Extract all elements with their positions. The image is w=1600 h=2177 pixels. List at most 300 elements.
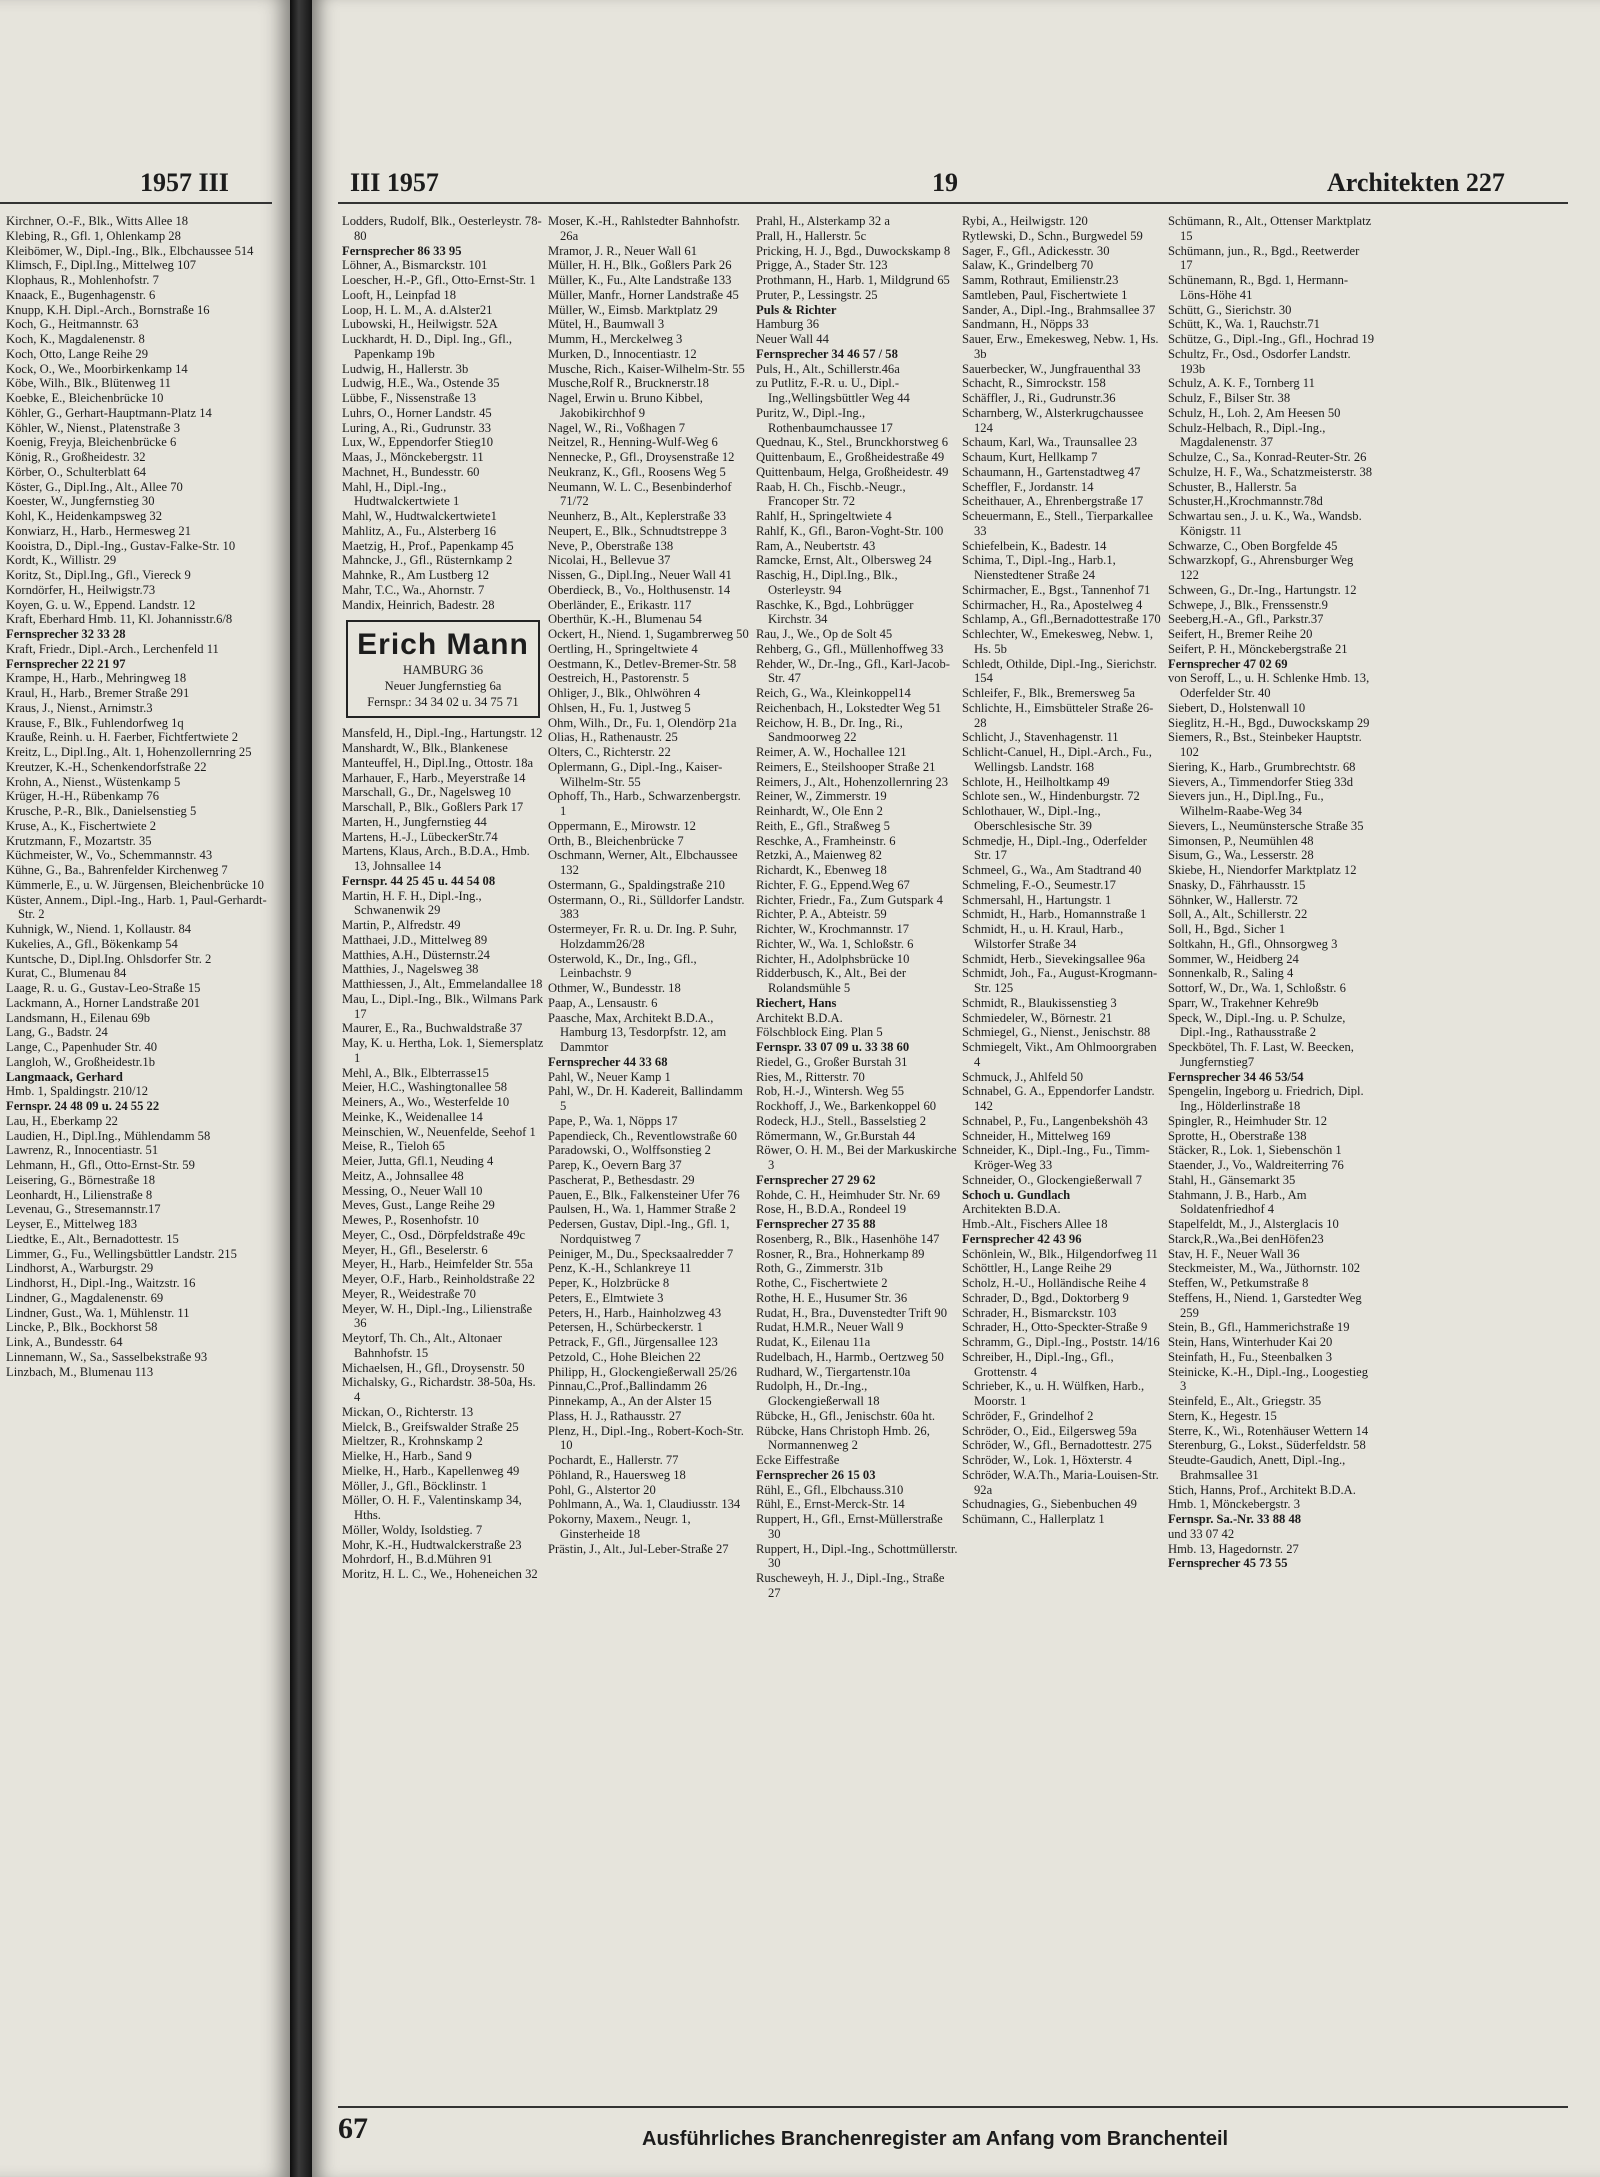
directory-entry: Reimer, A. W., Hochallee 121	[756, 745, 907, 759]
directory-entry: Looft, H., Leinpfad 18	[342, 287, 457, 302]
directory-entry: Hmb. 1, Mönckebergstr. 3	[1168, 1497, 1300, 1512]
directory-entry: Schramm, G., Dipl.-Ing., Poststr. 14/16	[962, 1335, 1160, 1349]
directory-entry: Schulz-Helbach, R., Dipl.-Ing., Magdalenenstr. 37	[1168, 420, 1326, 450]
directory-entry: Schümann, jun., R., Bgd., Reetwerder 17	[1168, 243, 1360, 273]
directory-entry: Meitz, A., Johnsallee 48	[342, 1168, 464, 1183]
directory-entry: Penz, K.-H., Schlankreye 11	[548, 1261, 692, 1276]
directory-entry: Riedel, G., Großer Burstah 31	[756, 1054, 908, 1069]
directory-entry: Rosenberg, R., Blk., Hasenhöhe 147	[756, 1231, 940, 1246]
directory-entry: Marhauer, F., Harb., Meyerstraße 14	[342, 770, 526, 785]
directory-entry: Seifert, H., Bremer Reihe 20	[1168, 627, 1313, 641]
directory-entry: Rosner, R., Bra., Hohnerkamp 89	[756, 1246, 925, 1261]
directory-entry: Steffens, H., Niend. 1, Garstedter Weg 259	[1168, 1290, 1362, 1320]
directory-entry: Schnabel, G. A., Eppendorfer Landstr. 142	[962, 1084, 1155, 1113]
directory-entry: Kreitz, L., Dipl.Ing., Alt. 1, Hohenzollernring 25	[6, 745, 252, 759]
footer-rule	[338, 2106, 1568, 2108]
directory-entry: Röwer, O. H. M., Bei der Markuskirche 3	[756, 1143, 957, 1172]
directory-entry: Fernsprecher 44 33 68	[548, 1054, 668, 1069]
directory-entry: Nennecke, P., Gfl., Droysenstraße 12	[548, 450, 735, 464]
directory-entry: Linnemann, W., Sa., Sasselbekstraße 93	[6, 1349, 208, 1364]
header-rule	[0, 202, 272, 204]
directory-entry: Reimers, E., Steilshooper Straße 21	[756, 759, 936, 774]
directory-entry: Schwepe, J., Blk., Frenssenstr.9	[1168, 597, 1328, 612]
directory-entry: Schütt, G., Sierichstr. 30	[1168, 302, 1292, 317]
directory-entry: Rybi, A., Heilwigstr. 120	[962, 214, 1088, 228]
directory-entry: Schmiedeler, W., Börnestr. 21	[962, 1010, 1113, 1025]
directory-entry: Puritz, W., Dipl.-Ing., Rothenbaumchaussee 17	[756, 405, 893, 435]
directory-entry: Rübcke, H., Gfl., Jenischstr. 60a ht.	[756, 1408, 936, 1423]
directory-entry: Musche, Rich., Kaiser-Wilhelm-Str. 55	[548, 361, 745, 376]
directory-entry: Krutzmann, F., Mozartstr. 35	[6, 833, 152, 848]
directory-entry: Architekten B.D.A.	[962, 1202, 1061, 1217]
directory-entry: Fernsprecher 47 02 69	[1168, 656, 1288, 671]
directory-entry: von Seroff, L., u. H. Schlenke Hmb. 13, Oderfelder Str. 40	[1168, 671, 1370, 700]
directory-entry: Musche,Rolf R., Brucknerstr.18	[548, 376, 709, 391]
directory-entry: Raschig, H., Dipl.Ing., Blk., Osterleystr. 94	[756, 568, 898, 597]
directory-entry: Stahl, H., Gänsemarkt 35	[1168, 1172, 1296, 1187]
directory-entry: Sisum, G., Wa., Lesserstr. 28	[1168, 848, 1314, 863]
directory-entry: Pochardt, E., Hallerstr. 77	[548, 1453, 679, 1467]
directory-entry: Meinke, K., Weidenallee 14	[342, 1109, 483, 1124]
directory-entry: Orth, B., Bleichenbrücke 7	[548, 833, 684, 848]
directory-entry: Maas, J., Mönckebergstr. 11	[342, 450, 484, 464]
directory-entry: Reimers, J., Alt., Hohenzollernring 23	[756, 774, 949, 789]
directory-entry: Peiniger, M., Du., Specksaalredder 7	[548, 1246, 734, 1261]
directory-entry: Martin, P., Alfredstr. 49	[342, 918, 461, 932]
directory-entry: Rodeck, H.J., Stell., Basselstieg 2	[756, 1113, 927, 1128]
directory-entry: Sievers, L., Neumünstersche Straße 35	[1168, 818, 1364, 833]
directory-entry: Papendieck, Ch., Reventlowstraße 60	[548, 1128, 737, 1143]
directory-entry: Köbe, Wilh., Blk., Blütenweg 11	[6, 376, 171, 391]
directory-entry: Rudat, H.M.R., Neuer Wall 9	[756, 1320, 904, 1335]
directory-entry: Krusche, P.-R., Blk., Danielsenstieg 5	[6, 804, 197, 818]
directory-entry: Luring, A., Ri., Gudrunstr. 33	[342, 420, 492, 435]
directory-entry: Lubowski, H., Heilwigstr. 52A	[342, 317, 498, 332]
directory-entry: Martens, Klaus, Arch., B.D.A., Hmb. 13, Johnsallee 14	[342, 844, 530, 873]
directory-entry: Neitzel, R., Henning-Wulf-Weg 6	[548, 435, 718, 450]
directory-entry: Lackmann, A., Horner Landstraße 201	[6, 995, 201, 1010]
directory-entry: Kraul, H., Harb., Bremer Straße 291	[6, 686, 190, 700]
directory-entry: Neumann, W. L. C., Besenbinderhof 71/72	[548, 479, 732, 509]
directory-entry: Pinnekamp, A., An der Alster 15	[548, 1394, 712, 1408]
directory-entry: Kordt, K., Willistr. 29	[6, 553, 117, 568]
directory-entry: May, K. u. Hertha, Lok. 1, Siemersplatz 1	[342, 1036, 544, 1065]
directory-entry: Pauen, E., Blk., Falkensteiner Ufer 76	[548, 1187, 740, 1202]
directory-entry: Oertling, H., Springeltwiete 4	[548, 641, 698, 656]
directory-entry: Mielke, H., Harb., Kapellenweg 49	[342, 1463, 520, 1478]
directory-entry: Fernsprecher 32 33 28	[6, 627, 126, 641]
directory-entry: Speck, W., Dipl.-Ing. u. P. Schulze, Dipl.-Ing., Rathausstraße 2	[1168, 1010, 1346, 1040]
directory-entry: Köster, G., Dipl.Ing., Alt., Allee 70	[6, 479, 183, 494]
directory-entry: Meves, Gust., Lange Reihe 29	[342, 1198, 495, 1213]
directory-entry: Schiefelbein, K., Badestr. 14	[962, 538, 1107, 553]
directory-entry: Schrader, D., Bgd., Doktorberg 9	[962, 1290, 1129, 1305]
ad-phone: Fernspr.: 34 34 02 u. 34 75 71	[367, 695, 519, 710]
directory-entry: Sieglitz, H.-H., Bgd., Duwockskamp 29	[1168, 715, 1370, 730]
directory-entry: Kleibömer, W., Dipl.-Ing., Blk., Elbchaussee 514	[6, 243, 254, 258]
directory-entry: Koester, W., Jungfernstieg 30	[6, 494, 155, 509]
directory-entry: Ostermann, O., Ri., Sülldorfer Landstr. 383	[548, 892, 745, 922]
directory-entry: Stav, H. F., Neuer Wall 36	[1168, 1246, 1300, 1261]
directory-entry: Steinfeld, E., Alt., Griegstr. 35	[1168, 1394, 1322, 1408]
directory-entry: Rau, J., We., Op de Solt 45	[756, 627, 893, 641]
directory-entry: Schneider, O., Glockengießerwall 7	[962, 1172, 1142, 1187]
directory-entry: Richter, W., Wa. 1, Schloßstr. 6	[756, 936, 914, 951]
directory-entry: Schudnagies, G., Siebenbuchen 49	[962, 1497, 1137, 1512]
directory-entry: Lindhorst, H., Dipl.-Ing., Waitzstr. 16	[6, 1276, 196, 1290]
directory-entry: Sandmann, H., Nöpps 33	[962, 317, 1089, 332]
directory-entry: Römermann, W., Gr.Burstah 44	[756, 1128, 916, 1143]
directory-entry: Spingler, R., Heimhuder Str. 12	[1168, 1113, 1328, 1128]
directory-entry: Mieltzer, R., Krohnskamp 2	[342, 1434, 483, 1449]
directory-entry: Kuntsche, D., Dipl.Ing. Ohlsdorfer Str. 2	[6, 951, 212, 966]
directory-entry: Hamburg 36	[756, 317, 820, 332]
directory-entry: Philipp, H., Glockengießerwall 25/26	[548, 1364, 737, 1379]
directory-entry: Peper, K., Holzbrücke 8	[548, 1276, 670, 1290]
directory-entry: Paap, A., Lensaustr. 6	[548, 995, 658, 1010]
directory-entry: Meier, Jutta, Gfl.1, Neuding 4	[342, 1154, 494, 1168]
directory-entry: Martin, H. F. H., Dipl.-Ing., Schwanenwik 29	[342, 888, 482, 918]
directory-entry: Lehmann, H., Gfl., Otto-Ernst-Str. 59	[6, 1158, 195, 1172]
directory-entry: Richter, Friedr., Fa., Zum Gutspark 4	[756, 892, 943, 907]
directory-entry: Leonhardt, H., Lilienstraße 8	[6, 1187, 153, 1202]
directory-entry: Luckhardt, H. D., Dipl. Ing., Gfl., Papenkamp 19b	[342, 332, 512, 361]
directory-entry: Linzbach, M., Blumenau 113	[6, 1364, 154, 1379]
directory-entry: Maurer, E., Ra., Buchwaldstraße 37	[342, 1021, 523, 1036]
left-page-header: 1957 III	[140, 168, 229, 197]
ad-name: Erich Mann	[357, 628, 529, 662]
directory-entry: Petzold, C., Hohe Bleichen 22	[548, 1349, 701, 1364]
directory-entry: Murken, D., Innocentiastr. 12	[548, 346, 697, 361]
directory-entry: Siemers, R., Bst., Steinbeker Hauptstr. 102	[1168, 730, 1362, 759]
directory-entry: Soll, H., Bgd., Sicher 1	[1168, 922, 1286, 936]
directory-entry: Ludwig, H.E., Wa., Ostende 35	[342, 376, 500, 391]
directory-entry: Staender, J., Vo., Waldreiterring 76	[1168, 1158, 1344, 1172]
directory-entry: Ostermann, G., Spaldingstraße 210	[548, 877, 725, 892]
directory-entry: Rübcke, Hans Christoph Hmb. 26, Normannenweg 2	[756, 1423, 930, 1453]
directory-entry: Mramor, J. R., Neuer Wall 61	[548, 243, 697, 258]
directory-entry: Fernsprecher 34 46 57 / 58	[756, 346, 898, 361]
directory-entry: Mandix, Heinrich, Badestr. 28	[342, 597, 495, 612]
directory-entry: Schröder, W.A.Th., Maria-Louisen-Str. 92a	[962, 1467, 1159, 1497]
directory-entry: Müller, K., Fu., Alte Landstraße 133	[548, 273, 732, 287]
directory-entry: Pape, P., Wa. 1, Nöpps 17	[548, 1113, 678, 1128]
directory-entry: Rudelbach, H., Harmb., Oertzweg 50	[756, 1349, 944, 1364]
directory-entry: Kraus, J., Nienst., Arnimstr.3	[6, 700, 153, 715]
directory-entry: Pedersen, Gustav, Dipl.-Ing., Gfl. 1, Nordquistweg 7	[548, 1217, 730, 1246]
directory-entry: Krause, F., Blk., Fuhlendorfweg 1q	[6, 715, 184, 730]
directory-entry: Knupp, K.H. Dipl.-Arch., Bornstraße 16	[6, 302, 210, 317]
directory-entry: Müller, W., Eimsb. Marktplatz 29	[548, 302, 718, 317]
directory-entry: Nicolai, H., Bellevue 37	[548, 553, 671, 568]
directory-entry: Schwarze, C., Oben Borgfelde 45	[1168, 538, 1338, 553]
directory-entry: Matthies, J., Nagelsweg 38	[342, 962, 479, 977]
directory-entry: Ramcke, Ernst, Alt., Olbersweg 24	[756, 553, 932, 568]
header-rule	[338, 202, 1568, 204]
directory-entry: Laage, R. u. G., Gustav-Leo-Straße 15	[6, 981, 201, 995]
directory-entry: Oestreich, H., Pastorenstr. 5	[548, 671, 689, 686]
directory-entry: Simonsen, P., Neumühlen 48	[1168, 833, 1314, 848]
directory-entry: Reinhardt, W., Ole Enn 2	[756, 804, 883, 818]
directory-entry: Sprotte, H., Oberstraße 138	[1168, 1128, 1307, 1143]
directory-entry: Schmuck, J., Ahlfeld 50	[962, 1069, 1084, 1084]
directory-entry: Stein, B., Gfl., Hammerichstraße 19	[1168, 1320, 1350, 1335]
directory-entry: Mehl, A., Blk., Elbterrasse15	[342, 1065, 489, 1080]
directory-entry: Paasche, Max, Architekt B.D.A., Hamburg 13, Tesdorpfstr. 12, am Dammtor	[548, 1010, 727, 1054]
directory-entry: Koyen, G. u. W., Eppend. Landstr. 12	[6, 597, 196, 612]
directory-entry: Löhner, A., Bismarckstr. 101	[342, 258, 488, 273]
directory-entry: Mumm, H., Merckelweg 3	[548, 332, 683, 346]
directory-entry: Sommer, W., Heidberg 24	[1168, 951, 1299, 966]
directory-entry: Schmersahl, H., Hartungstr. 1	[962, 892, 1112, 907]
directory-entry: Roth, G., Zimmerstr. 31b	[756, 1261, 883, 1276]
directory-entry: Snasky, D., Fährhausstr. 15	[1168, 877, 1306, 892]
directory-entry: Schmiegel, G., Nienst., Jenischstr. 88	[962, 1025, 1151, 1040]
directory-entry: Körber, O., Schulterblatt 64	[6, 464, 147, 479]
directory-entry: Schaum, Karl, Wa., Traunsallee 23	[962, 435, 1138, 450]
directory-entry: Koch, K., Magdalenenstr. 8	[6, 332, 145, 346]
directory-entry: Neukranz, K., Gfl., Roosens Weg 5	[548, 464, 726, 479]
directory-entry: Petersen, H., Schürbeckerstr. 1	[548, 1320, 703, 1335]
directory-entry: Oschmann, Werner, Alt., Elbchaussee 132	[548, 848, 738, 877]
directory-entry: Mahlitz, A., Fu., Alsterberg 16	[342, 523, 497, 538]
directory-entry: Laudien, H., Dipl.Ing., Mühlendamm 58	[6, 1128, 211, 1143]
directory-entry: Ram, A., Neubertstr. 43	[756, 538, 876, 553]
directory-entry: Kraft, Friedr., Dipl.-Arch., Lerchenfeld 11	[6, 641, 219, 656]
directory-entry: Fernspr. 24 48 09 u. 24 55 22	[6, 1099, 160, 1113]
directory-entry: Krampe, H., Harb., Mehringweg 18	[6, 671, 187, 686]
directory-entry: Kruse, A., K., Fischertwiete 2	[6, 818, 157, 833]
directory-entry: Koch, Otto, Lange Reihe 29	[6, 346, 148, 361]
directory-entry: Neuer Wall 44	[756, 332, 829, 346]
directory-entry: Kümmerle, E., u. W. Jürgensen, Bleichenbrücke 10	[6, 877, 264, 892]
directory-entry: Schrader, H., Otto-Speckter-Straße 9	[962, 1320, 1148, 1335]
page-number: 67	[338, 2112, 368, 2145]
directory-entry: Meinschien, W., Neuenfelde, Seehof 1	[342, 1124, 536, 1139]
directory-entry: Meyer, C., Osd., Dörpfeldstraße 49c	[342, 1227, 526, 1242]
directory-entry: Meiners, A., Wo., Westerfelde 10	[342, 1095, 510, 1109]
directory-entry: Schleifer, F., Blk., Bremersweg 5a	[962, 686, 1136, 700]
directory-entry: Olias, H., Rathenaustr. 25	[548, 730, 678, 745]
directory-entry: Schlichte, H., Eimsbütteler Straße 26-28	[962, 700, 1154, 730]
directory-entry: Lindner, Gust., Wa. 1, Mühlenstr. 11	[6, 1305, 190, 1320]
directory-entry: Kock, O., We., Moorbirkenkamp 14	[6, 361, 188, 376]
directory-entry: Speckbötel, Th. F. Last, W. Beecken, Jungfernstieg7	[1168, 1040, 1354, 1069]
directory-entry: Ophoff, Th., Harb., Schwarzenbergstr. 1	[548, 789, 741, 818]
directory-entry: Fernsprecher 22 21 97	[6, 656, 126, 671]
directory-entry: Moser, K.-H., Rahlstedter Bahnhofstr. 26a	[548, 214, 740, 243]
directory-entry: Schuster, B., Hallerstr. 5a	[1168, 479, 1297, 494]
directory-entry: Lindner, G., Magdalenenstr. 69	[6, 1290, 164, 1305]
directory-entry: Ruscheweyh, H. J., Dipl.-Ing., Straße 27	[756, 1571, 945, 1600]
directory-entry: Lux, W., Eppendorfer Stieg10	[342, 435, 494, 450]
directory-entry: Schlothauer, W., Dipl.-Ing., Oberschlesische Str. 39	[962, 804, 1101, 833]
directory-entry: Reichow, H. B., Dr. Ing., Ri., Sandmoorweg 22	[756, 715, 903, 745]
directory-entry: Sottorf, W., Dr., Wa. 1, Schloßstr. 6	[1168, 981, 1346, 995]
directory-entry: Schönlein, W., Blk., Hilgendorfweg 11	[962, 1246, 1158, 1261]
directory-entry: Pricking, H. J., Bgd., Duwockskamp 8	[756, 243, 951, 258]
directory-entry: Matthaei, J.D., Mittelweg 89	[342, 932, 488, 947]
directory-entry: Lindhorst, A., Warburgstr. 29	[6, 1261, 154, 1276]
directory-entry: Fernsprecher 27 35 88	[756, 1217, 876, 1231]
directory-entry: Rudat, H., Bra., Duvenstedter Trift 90	[756, 1305, 947, 1320]
directory-entry: Lange, C., Papenhuder Str. 40	[6, 1040, 158, 1054]
right-page-header-left: III 1957	[350, 168, 439, 197]
left-page	[0, 0, 290, 2177]
directory-entry: Samtleben, Paul, Fischertwiete 1	[962, 287, 1128, 302]
directory-entry: Pahl, W., Neuer Kamp 1	[548, 1069, 671, 1084]
directory-entry: Koenig, Freyja, Bleichenbrücke 6	[6, 435, 177, 450]
directory-entry: Kraft, Eberhard Hmb. 11, Kl. Johannisstr.6/8	[6, 612, 233, 627]
directory-entry: Rühl, E., Gfl., Elbchauss.310	[756, 1482, 904, 1497]
directory-entry: Mickan, O., Richterstr. 13	[342, 1404, 474, 1419]
directory-entry: Schümann, C., Hallerplatz 1	[962, 1512, 1105, 1526]
directory-entry: Michaelsen, H., Gfl., Droysenstr. 50	[342, 1360, 525, 1375]
directory-entry: Krohn, A., Nienst., Wüstenkamp 5	[6, 774, 181, 789]
directory-entry: Ruppert, H., Gfl., Ernst-Müllerstraße 30	[756, 1512, 943, 1541]
directory-entry: Meytorf, Th. Ch., Alt., Altonaer Bahnhofstr. 15	[342, 1331, 502, 1360]
column-1	[342, 214, 544, 2094]
directory-entry: Schnabel, P., Fu., Langenbekshöh 43	[962, 1113, 1148, 1128]
directory-entry: Stahmann, J. B., Harb., Am Soldatenfriedhof 4	[1168, 1187, 1307, 1217]
directory-entry: Paradowski, O., Wolffsonstieg 2	[548, 1143, 711, 1158]
directory-entry: Klebing, R., Gfl. 1, Ohlenkamp 28	[6, 228, 181, 243]
directory-entry: Mansfeld, H., Dipl.-Ing., Hartungstr. 12	[342, 726, 543, 741]
directory-entry: Lau, H., Eberkamp 22	[6, 1113, 118, 1128]
directory-entry: Stein, Hans, Winterhuder Kai 20	[1168, 1335, 1333, 1349]
directory-entry: Fernspr. Sa.-Nr. 33 88 48	[1168, 1512, 1302, 1526]
directory-entry: Schrieber, K., u. H. Wülfken, Harb., Moorstr. 1	[962, 1379, 1145, 1408]
directory-entry: Samm, Rothraut, Emilienstr.23	[962, 273, 1119, 287]
directory-entry: Mahnke, R., Am Lustberg 12	[342, 568, 490, 582]
directory-entry: Rehder, W., Dr.-Ing., Gfl., Karl-Jacob-Str. 47	[756, 656, 950, 686]
directory-entry: Stäcker, R., Lok. 1, Siebenschön 1	[1168, 1143, 1342, 1158]
directory-entry: Peters, H., Harb., Hainholzweg 43	[548, 1305, 722, 1320]
directory-entry: Mau, L., Dipl.-Ing., Blk., Wilmans Park 17	[342, 991, 544, 1021]
directory-entry: Ecke Eiffestraße	[756, 1453, 840, 1467]
directory-entry: Schulze, H. F., Wa., Schatzmeisterstr. 38	[1168, 464, 1373, 479]
directory-entry: Mielck, B., Greifswalder Straße 25	[342, 1419, 519, 1434]
directory-entry: Schmidt, H., Harb., Homannstraße 1	[962, 907, 1147, 922]
directory-entry: Plenz, H., Dipl.-Ing., Robert-Koch-Str. 10	[548, 1423, 744, 1453]
directory-entry: Meyer, H., Harb., Heimfelder Str. 55a	[342, 1257, 533, 1272]
directory-entry: Klimsch, F., Dipl.Ing., Mittelweg 107	[6, 258, 196, 273]
directory-entry: Schlicht-Canuel, H., Dipl.-Arch., Fu., Wellingsb. Landstr. 168	[962, 745, 1152, 774]
directory-entry: König, R., Großheidestr. 32	[6, 450, 146, 464]
directory-entry: Schütze, G., Dipl.-Ing., Gfl., Hochrad 19	[1168, 332, 1374, 346]
directory-entry: Fernsprecher 34 46 53/54	[1168, 1069, 1304, 1084]
directory-entry: Kuhnigk, W., Niend. 1, Kollaustr. 84	[6, 922, 192, 936]
directory-entry: Ostermeyer, Fr. R. u. Dr. Ing. P. Suhr, Holzdamm26/28	[548, 922, 737, 951]
directory-entry: Rytlewski, D., Schn., Burgwedel 59	[962, 228, 1143, 243]
directory-entry: Schima, T., Dipl.-Ing., Harb.1, Nienstedtener Straße 24	[962, 553, 1116, 582]
ad-address: Neuer Jungfernstieg 6a	[384, 679, 502, 694]
directory-entry: Pöhland, R., Hauersweg 18	[548, 1467, 686, 1482]
directory-entry: Schween, G., Dr.-Ing., Hartungstr. 12	[1168, 582, 1357, 597]
directory-entry: Koebke, E., Bleichenbrücke 10	[6, 391, 164, 405]
directory-entry: Koritz, St., Dipl.Ing., Gfl., Viereck 9	[6, 568, 191, 582]
directory-entry: Rudhard, W., Tiergartenstr.10a	[756, 1364, 911, 1379]
directory-entry: Leisering, G., Börnestraße 18	[6, 1172, 155, 1187]
directory-entry: Schirmacher, H., Ra., Apostelweg 4	[962, 597, 1143, 612]
directory-entry: Schröder, O., Eid., Eilgersweg 59a	[962, 1423, 1137, 1438]
directory-entry: Schledt, Othilde, Dipl.-Ing., Sierichstr. 154	[962, 656, 1157, 686]
directory-entry: Raschke, K., Bgd., Lohbrügger Kirchstr. 34	[756, 597, 914, 627]
directory-entry: Mohr, K.-H., Hudtwalckerstraße 23	[342, 1537, 522, 1552]
directory-entry: Schultz, Fr., Osd., Osdorfer Landstr. 193b	[1168, 346, 1351, 376]
directory-entry: Rothe, C., Fischertwiete 2	[756, 1276, 888, 1290]
directory-entry: Lübbe, F., Nissenstraße 13	[342, 391, 477, 405]
directory-entry: Prothmann, H., Harb. 1, Mildgrund 65	[756, 273, 950, 287]
directory-entry: Marschall, P., Blk., Goßlers Park 17	[342, 800, 524, 814]
directory-entry: Schrader, H., Bismarckstr. 103	[962, 1305, 1117, 1320]
directory-entry: Schwarzkopf, G., Ahrensburger Weg 122	[1168, 553, 1354, 582]
directory-entry: Schulz, A. K. F., Tornberg 11	[1168, 376, 1315, 391]
directory-entry: Reith, E., Gfl., Straßweg 5	[756, 818, 890, 833]
directory-entry: Puls, H., Alt., Schillerstr.46a	[756, 361, 900, 376]
directory-entry: Schmidt, R., Blaukissenstieg 3	[962, 995, 1117, 1010]
directory-entry: Kukelies, A., Gfl., Bökenkamp 54	[6, 936, 178, 951]
directory-entry: Reich, G., Wa., Kleinkoppel14	[756, 686, 911, 700]
directory-entry: Scheuermann, E., Stell., Tierparkallee 33	[962, 509, 1153, 538]
directory-entry: Sievers, A., Timmendorfer Stieg 33d	[1168, 774, 1354, 789]
directory-entry: Küchmeister, W., Vo., Schemmannstr. 43	[6, 848, 213, 863]
directory-entry: Pohl, G., Alstertor 20	[548, 1482, 656, 1497]
directory-entry: Schröder, F., Grindelhof 2	[962, 1408, 1094, 1423]
directory-entry: Kurat, C., Blumenau 84	[6, 966, 127, 981]
directory-entry: Schulz, F., Bilser Str. 38	[1168, 391, 1291, 405]
column-1-bottom-list	[342, 726, 544, 1582]
directory-entry: Ruppert, H., Dipl.-Ing., Schottmüllerstr. 30	[756, 1541, 958, 1571]
directory-entry: Quittenbaum, E., Großheidestraße 49	[756, 450, 945, 464]
directory-entry: Marten, H., Jungfernstieg 44	[342, 814, 487, 829]
directory-entry: Krüger, H.-H., Rübenkamp 76	[6, 789, 160, 804]
directory-entry: Petrack, F., Gfl., Jürgensallee 123	[548, 1335, 718, 1349]
book-gutter	[290, 0, 312, 2177]
directory-entry: Schäffler, J., Ri., Gudrunstr.36	[962, 391, 1116, 405]
directory-entry: Koch, G., Heitmannstr. 63	[6, 317, 139, 332]
directory-entry: Prästin, J., Alt., Jul-Leber-Straße 27	[548, 1541, 729, 1556]
directory-entry: Sager, F., Gfl., Adickesstr. 30	[962, 243, 1110, 258]
directory-entry: Sauer, Erw., Emekesweg, Nebw. 1, Hs. 3b	[962, 332, 1159, 361]
directory-entry: Oberländer, E., Erikastr. 117	[548, 597, 692, 612]
directory-entry: Osterwold, K., Dr., Ing., Gfl., Leinbachstr. 9	[548, 951, 697, 981]
directory-entry: Peters, E., Elmtwiete 3	[548, 1290, 664, 1305]
directory-entry: Pokorny, Maxem., Neugr. 1, Ginsterheide 18	[548, 1512, 691, 1541]
directory-entry: Klophaus, R., Mohlenhofstr. 7	[6, 273, 159, 287]
directory-entry: Mielke, H., Harb., Sand 9	[342, 1449, 472, 1463]
directory-entry: Schmeling, F.-O., Seumestr.17	[962, 877, 1116, 892]
directory-entry: Meyer, R., Weidestraße 70	[342, 1286, 476, 1301]
directory-entry: Schulz, H., Loh. 2, Am Heesen 50	[1168, 405, 1341, 420]
directory-entry: Rose, H., B.D.A., Rondeel 19	[756, 1202, 907, 1217]
directory-entry: Luhrs, O., Horner Landstr. 45	[342, 405, 492, 420]
directory-entry: Sonnenkalb, R., Saling 4	[1168, 966, 1294, 981]
directory-entry: Fernsprecher 26 15 03	[756, 1467, 876, 1482]
directory-entry: Rahlf, H., Springeltwiete 4	[756, 509, 892, 523]
directory-entry: Meise, R., Tieloh 65	[342, 1139, 445, 1154]
directory-entry: Plass, H. J., Rathausstr. 27	[548, 1408, 682, 1423]
directory-entry: Mahl, W., Hudtwalckertwiete1	[342, 509, 497, 523]
directory-entry: Sievers jun., H., Dipl.Ing., Fu., Wilhelm-Raabe-Weg 34	[1168, 789, 1324, 818]
directory-entry: Marschall, G., Dr., Nagelsweg 10	[342, 785, 511, 800]
directory-entry: Schmiegelt, Vikt., Am Ohlmoorgraben 4	[962, 1040, 1157, 1069]
directory-entry: Sterre, K., Wi., Rotenhäuser Wettern 14	[1168, 1423, 1369, 1438]
directory-entry: Lawrenz, R., Innocentiastr. 51	[6, 1143, 159, 1158]
directory-entry: Neupert, E., Blk., Schnudtstreppe 3	[548, 523, 727, 538]
directory-entry: Langmaack, Gerhard	[6, 1069, 123, 1084]
directory-entry: Oberthür, K.-H., Blumenau 54	[548, 612, 702, 627]
